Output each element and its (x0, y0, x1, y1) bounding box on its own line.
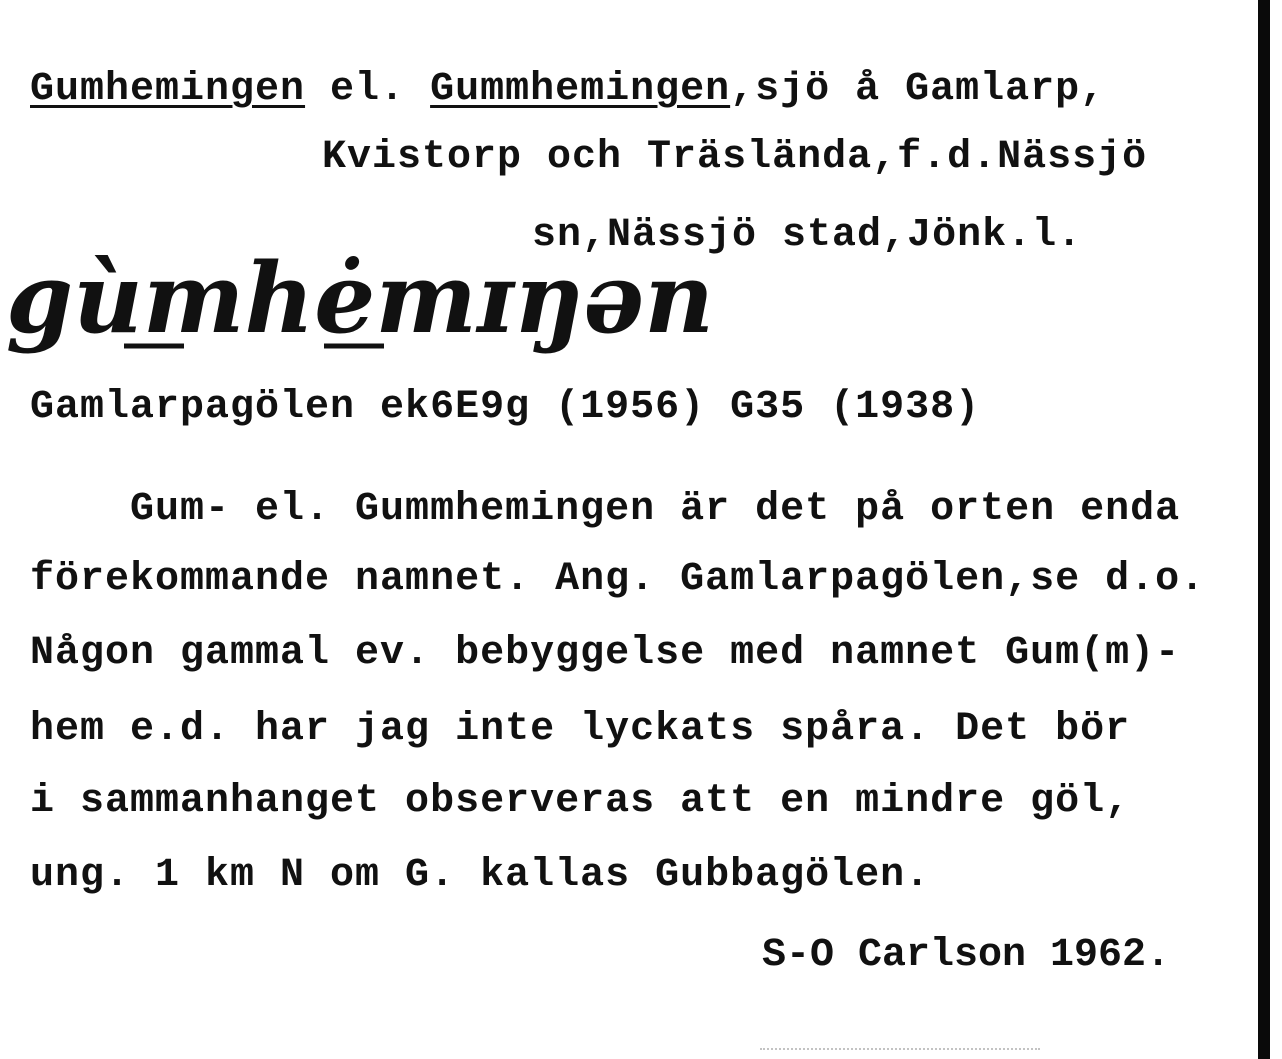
header-line-2: Kvistorp och Träslända,f.d.Nässjö (322, 135, 1148, 180)
headword-separator: el. (305, 67, 431, 112)
body-line-5: i sammanhanget observeras att en mindre göl, (30, 779, 1131, 824)
handwritten-pronunciation (6, 242, 715, 374)
scan-speckle (760, 1048, 1040, 1054)
location-text: ,sjö å Gamlarp, (730, 67, 1106, 112)
signature: S-O Carlson 1962. (762, 933, 1171, 978)
body-line-1: Gum- el. Gummhemingen är det på orten enda (30, 487, 1181, 532)
body-line-2: förekommande namnet. Ang. Gamlarpagölen,se d.o. (30, 557, 1206, 602)
reference-line: Gamlarpagölen ek6E9g (1956) G35 (1938) (30, 385, 981, 430)
body-line-3: Någon gammal ev. bebyggelse med namnet Gum(m)- (30, 631, 1181, 676)
body-line-6: ung. 1 km N om G. kallas Gubbagölen. (30, 853, 931, 898)
header-line-1 (30, 66, 1105, 114)
card-edge-bar (1256, 0, 1282, 1059)
body-line-4: hem e.d. har jag inte lyckats spåra. Det bör (30, 707, 1131, 752)
header-line-3: sn,Nässjö stad,Jönk.l. (532, 213, 1083, 258)
variant-headword: Gummhemingen (430, 67, 731, 112)
headword: Gumhemingen (30, 67, 306, 112)
pronunciation-text: gùmhėmɪŋən (6, 242, 715, 355)
